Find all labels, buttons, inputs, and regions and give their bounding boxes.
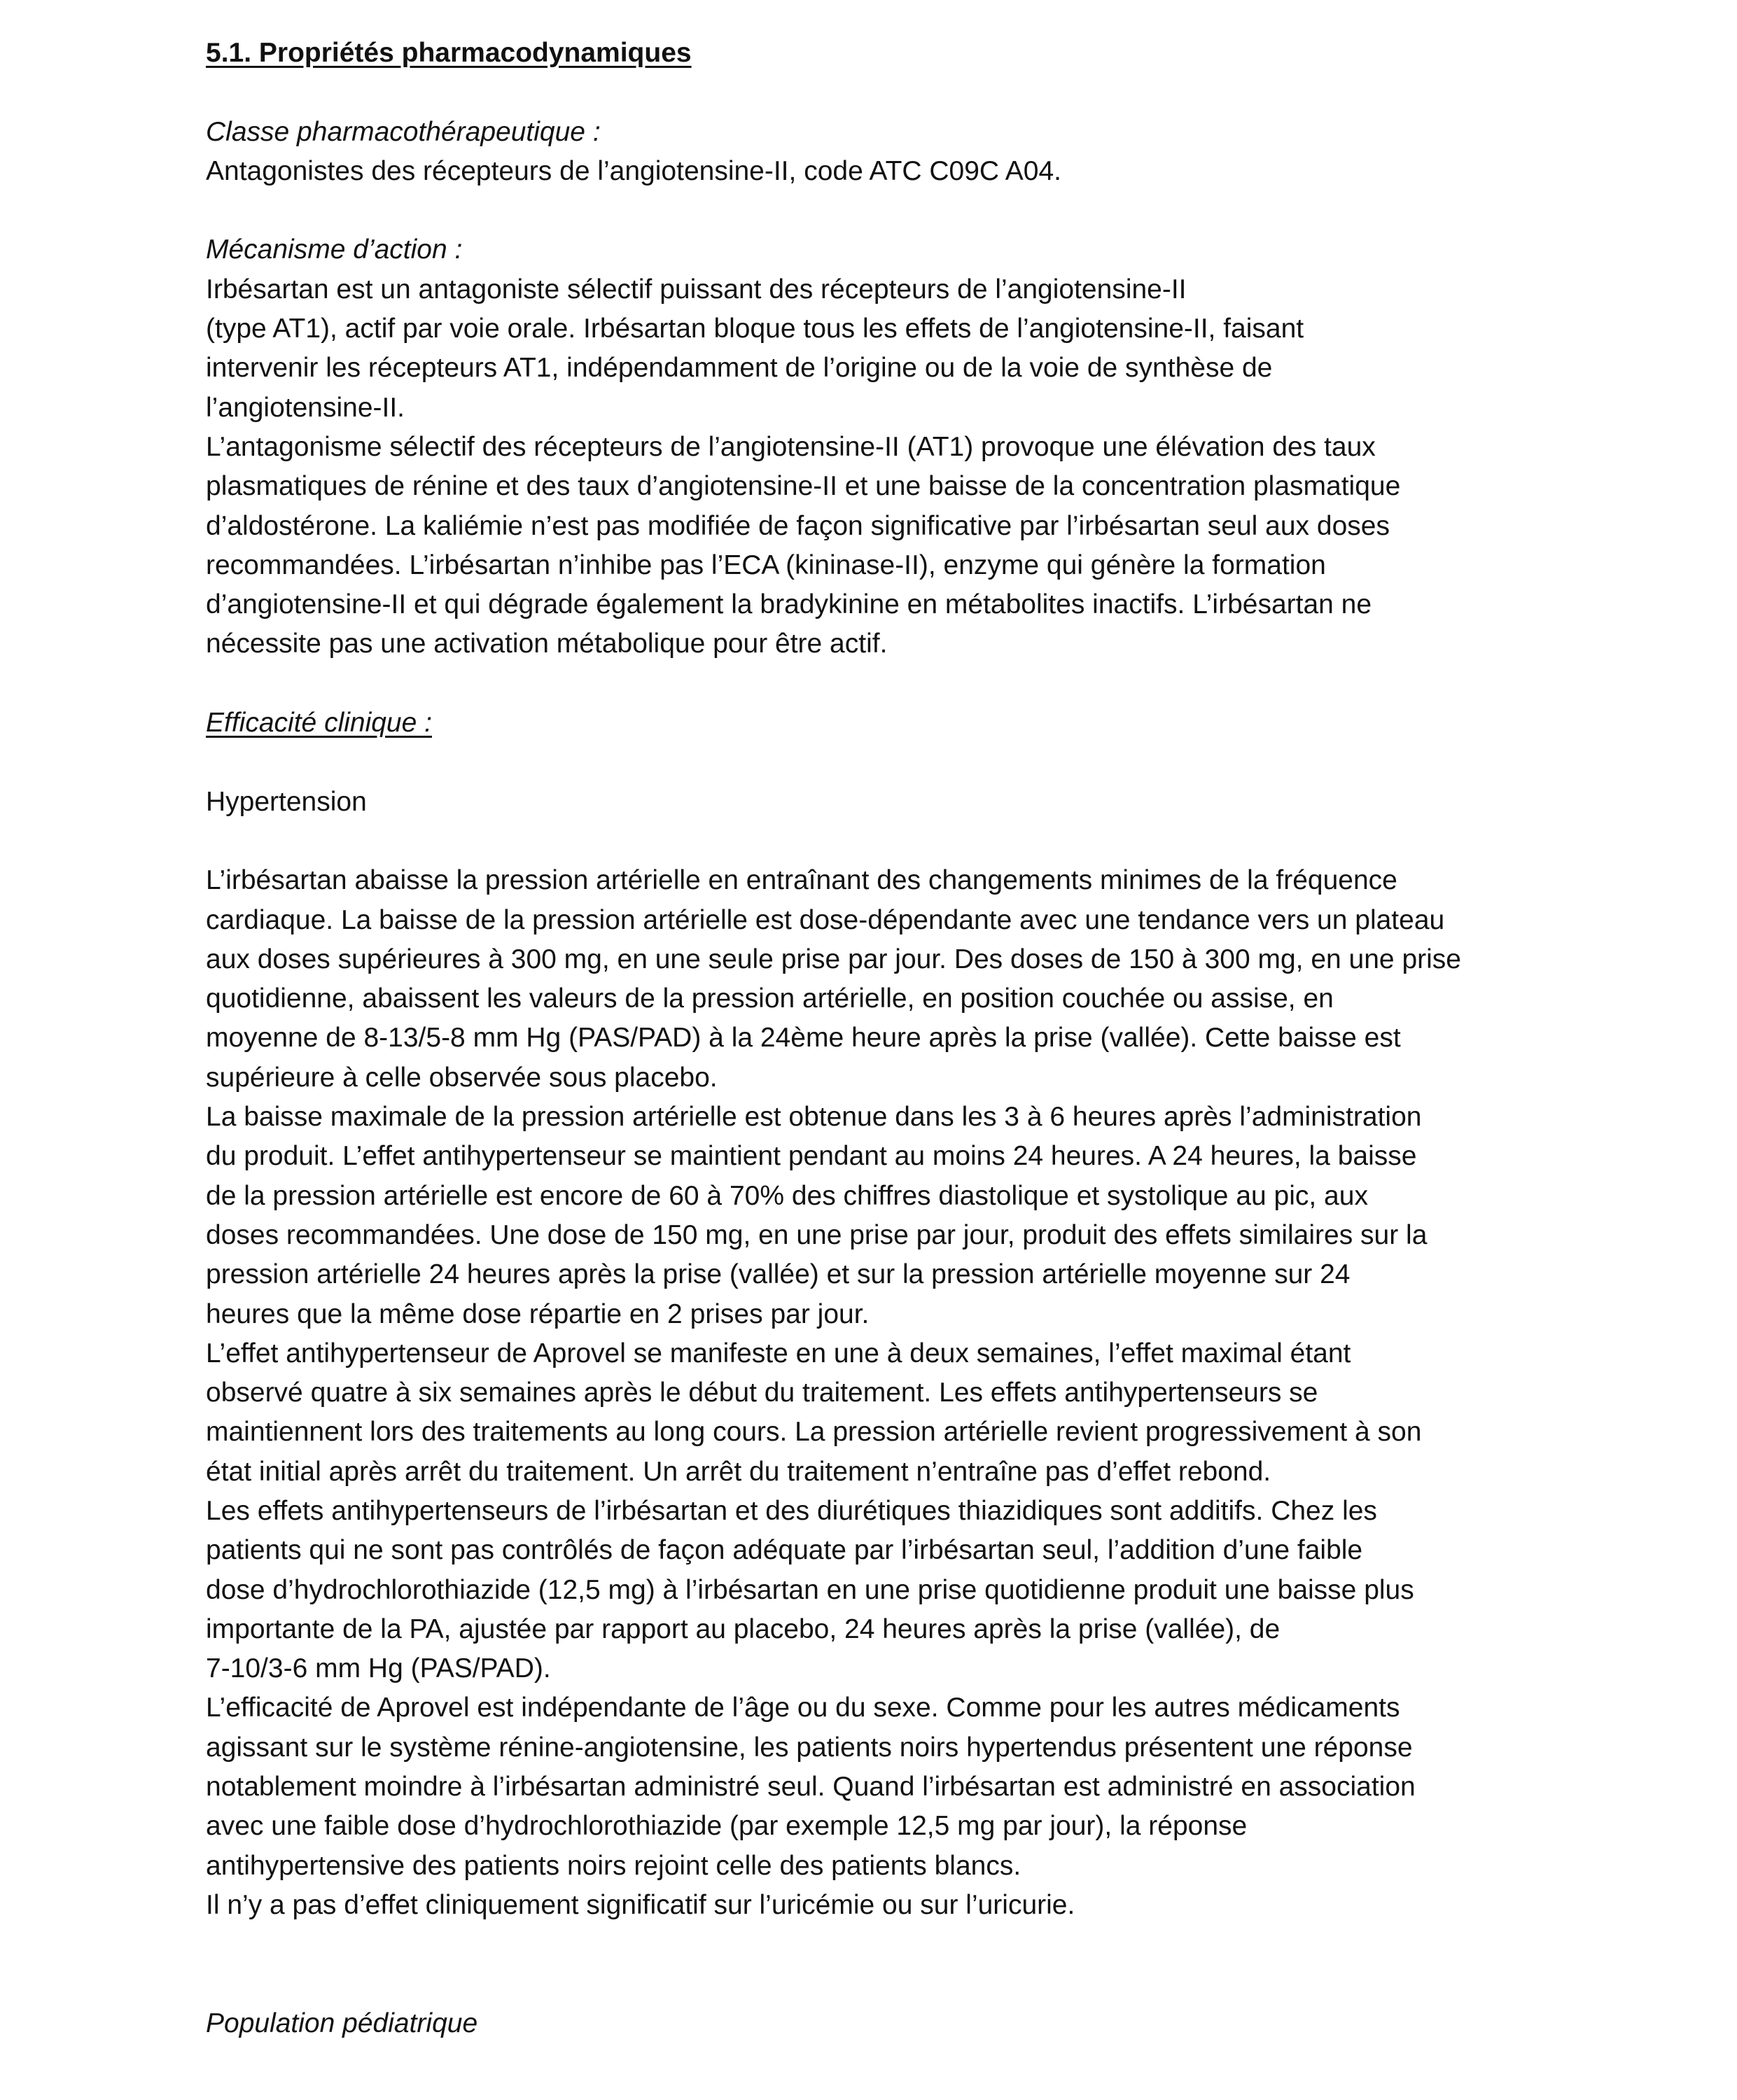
spacer xyxy=(206,191,1550,230)
efficacite-line: antihypertensive des patients noirs rejoint celle des patients blancs. xyxy=(206,1850,1021,1881)
mecanisme-line: Irbésartan est un antagoniste sélectif puissant des récepteurs de l’angiotensine-II xyxy=(206,274,1187,304)
spacer xyxy=(206,73,1550,112)
mecanisme-line: d’aldostérone. La kaliémie n’est pas modifiée de façon significative par l’irbésartan seul aux doses xyxy=(206,510,1390,541)
document-page xyxy=(206,34,1550,2043)
mecanisme-line: l’angiotensine-II. xyxy=(206,392,405,423)
mecanisme-line: d’angiotensine-II et qui dégrade également la bradykinine en métabolites inactifs. L’irbésartan ne xyxy=(206,589,1372,620)
efficacite-line: L’irbésartan abaisse la pression artérielle en entraînant des changements minimes de la fréquence xyxy=(206,865,1397,896)
efficacite-line: Il n’y a pas d’effet cliniquement significatif sur l’uricémie ou sur l’uricurie. xyxy=(206,1889,1075,1920)
mecanisme-line: (type AT1), actif par voie orale. Irbésartan bloque tous les effets de l’angiotensine-II, faisant xyxy=(206,314,1304,344)
efficacite-line: supérieure à celle observée sous placebo. xyxy=(206,1062,718,1093)
classe-label: Classe pharmacothérapeutique : xyxy=(206,116,601,147)
population-label: Population pédiatrique xyxy=(206,2008,478,2038)
mecanisme-line: intervenir les récepteurs AT1, indépendamment de l’origine ou de la voie de synthèse de xyxy=(206,353,1273,384)
efficacite-line: cardiaque. La baisse de la pression artérielle est dose-dépendante avec une tendance vers un plateau xyxy=(206,904,1445,935)
efficacite-line: agissant sur le système rénine-angiotensine, les patients noirs hypertendus présentent une réponse xyxy=(206,1732,1413,1763)
efficacite-line: Les effets antihypertenseurs de l’irbésartan et des diurétiques thiazidiques sont additifs. Chez les xyxy=(206,1495,1377,1526)
efficacite-line: L’effet antihypertenseur de Aprovel se manifeste en une à deux semaines, l’effet maximal étant xyxy=(206,1338,1351,1368)
classe-text: Antagonistes des récepteurs de l’angiotensine-II, code ATC C09C A04. xyxy=(206,155,1062,186)
efficacite-line: observé quatre à six semaines après le début du traitement. Les effets antihypertenseurs se xyxy=(206,1378,1318,1408)
spacer xyxy=(206,664,1550,704)
efficacite-line: moyenne de 8-13/5-8 mm Hg (PAS/PAD) à la 24ème heure après la prise (vallée). Cette baisse est xyxy=(206,1023,1401,1054)
efficacite-line: maintiennent lors des traitements au long cours. La pression artérielle revient progressivement à son xyxy=(206,1417,1422,1448)
spacer xyxy=(206,822,1550,861)
efficacite-line: notablement moindre à l’irbésartan administré seul. Quand l’irbésartan est administré en association xyxy=(206,1772,1416,1802)
efficacite-line: importante de la PA, ajustée par rapport au placebo, 24 heures après la prise (vallée), de xyxy=(206,1614,1281,1644)
efficacite-line: quotidienne, abaissent les valeurs de la pression artérielle, en position couchée ou assise, en xyxy=(206,983,1334,1014)
efficacite-line: heures que la même dose répartie en 2 prises par jour. xyxy=(206,1298,870,1329)
section-heading: 5.1. Propriétés pharmacodynamiques xyxy=(206,38,692,68)
mecanisme-line: plasmatiques de rénine et des taux d’angiotensine-II et une baisse de la concentration plasmatique xyxy=(206,471,1401,502)
mecanisme-line: nécessite pas une activation métabolique pour être actif. xyxy=(206,629,888,659)
spacer xyxy=(206,743,1550,782)
efficacite-line: aux doses supérieures à 300 mg, en une seule prise par jour. Des doses de 150 à 300 mg, en une prise xyxy=(206,944,1461,974)
efficacite-line: La baisse maximale de la pression artérielle est obtenue dans les 3 à 6 heures après l’administration xyxy=(206,1102,1422,1133)
spacer xyxy=(206,1925,1550,2004)
efficacite-line: du produit. L’effet antihypertenseur se maintient pendant au moins 24 heures. A 24 heures, la baisse xyxy=(206,1141,1417,1172)
mecanisme-label: Mécanisme d’action : xyxy=(206,234,463,265)
efficacite-line: 7-10/3-6 mm Hg (PAS/PAD). xyxy=(206,1653,551,1684)
efficacite-line: état initial après arrêt du traitement. Un arrêt du traitement n’entraîne pas d’effet rebond. xyxy=(206,1456,1271,1487)
efficacite-line: de la pression artérielle est encore de 60 à 70% des chiffres diastolique et systolique au pic, aux xyxy=(206,1180,1368,1211)
efficacite-line: dose d’hydrochlorothiazide (12,5 mg) à l’irbésartan en une prise quotidienne produit une baisse plus xyxy=(206,1574,1414,1605)
efficacite-line: avec une faible dose d’hydrochlorothiazide (par exemple 12,5 mg par jour), la réponse xyxy=(206,1811,1248,1842)
mecanisme-line: recommandées. L’irbésartan n’inhibe pas l’ECA (kininase-II), enzyme qui génère la formation xyxy=(206,550,1326,580)
efficacite-line: pression artérielle 24 heures après la prise (vallée) et sur la pression artérielle moyenne sur 24 xyxy=(206,1259,1351,1290)
mecanisme-line: L’antagonisme sélectif des récepteurs de l’angiotensine-II (AT1) provoque une élévation des taux xyxy=(206,431,1376,462)
efficacite-line: patients qui ne sont pas contrôlés de façon adéquate par l’irbésartan seul, l’addition d’une faible xyxy=(206,1535,1363,1566)
efficacite-subheading: Hypertension xyxy=(206,786,367,817)
efficacite-paragraph xyxy=(206,861,1550,1925)
efficacite-label: Efficacité clinique : xyxy=(206,708,432,738)
efficacite-line: doses recommandées. Une dose de 150 mg, en une prise par jour, produit des effets similaires sur la xyxy=(206,1219,1428,1250)
efficacite-line: L’efficacité de Aprovel est indépendante de l’âge ou du sexe. Comme pour les autres médicaments xyxy=(206,1693,1400,1723)
mecanisme-paragraph xyxy=(206,270,1550,664)
